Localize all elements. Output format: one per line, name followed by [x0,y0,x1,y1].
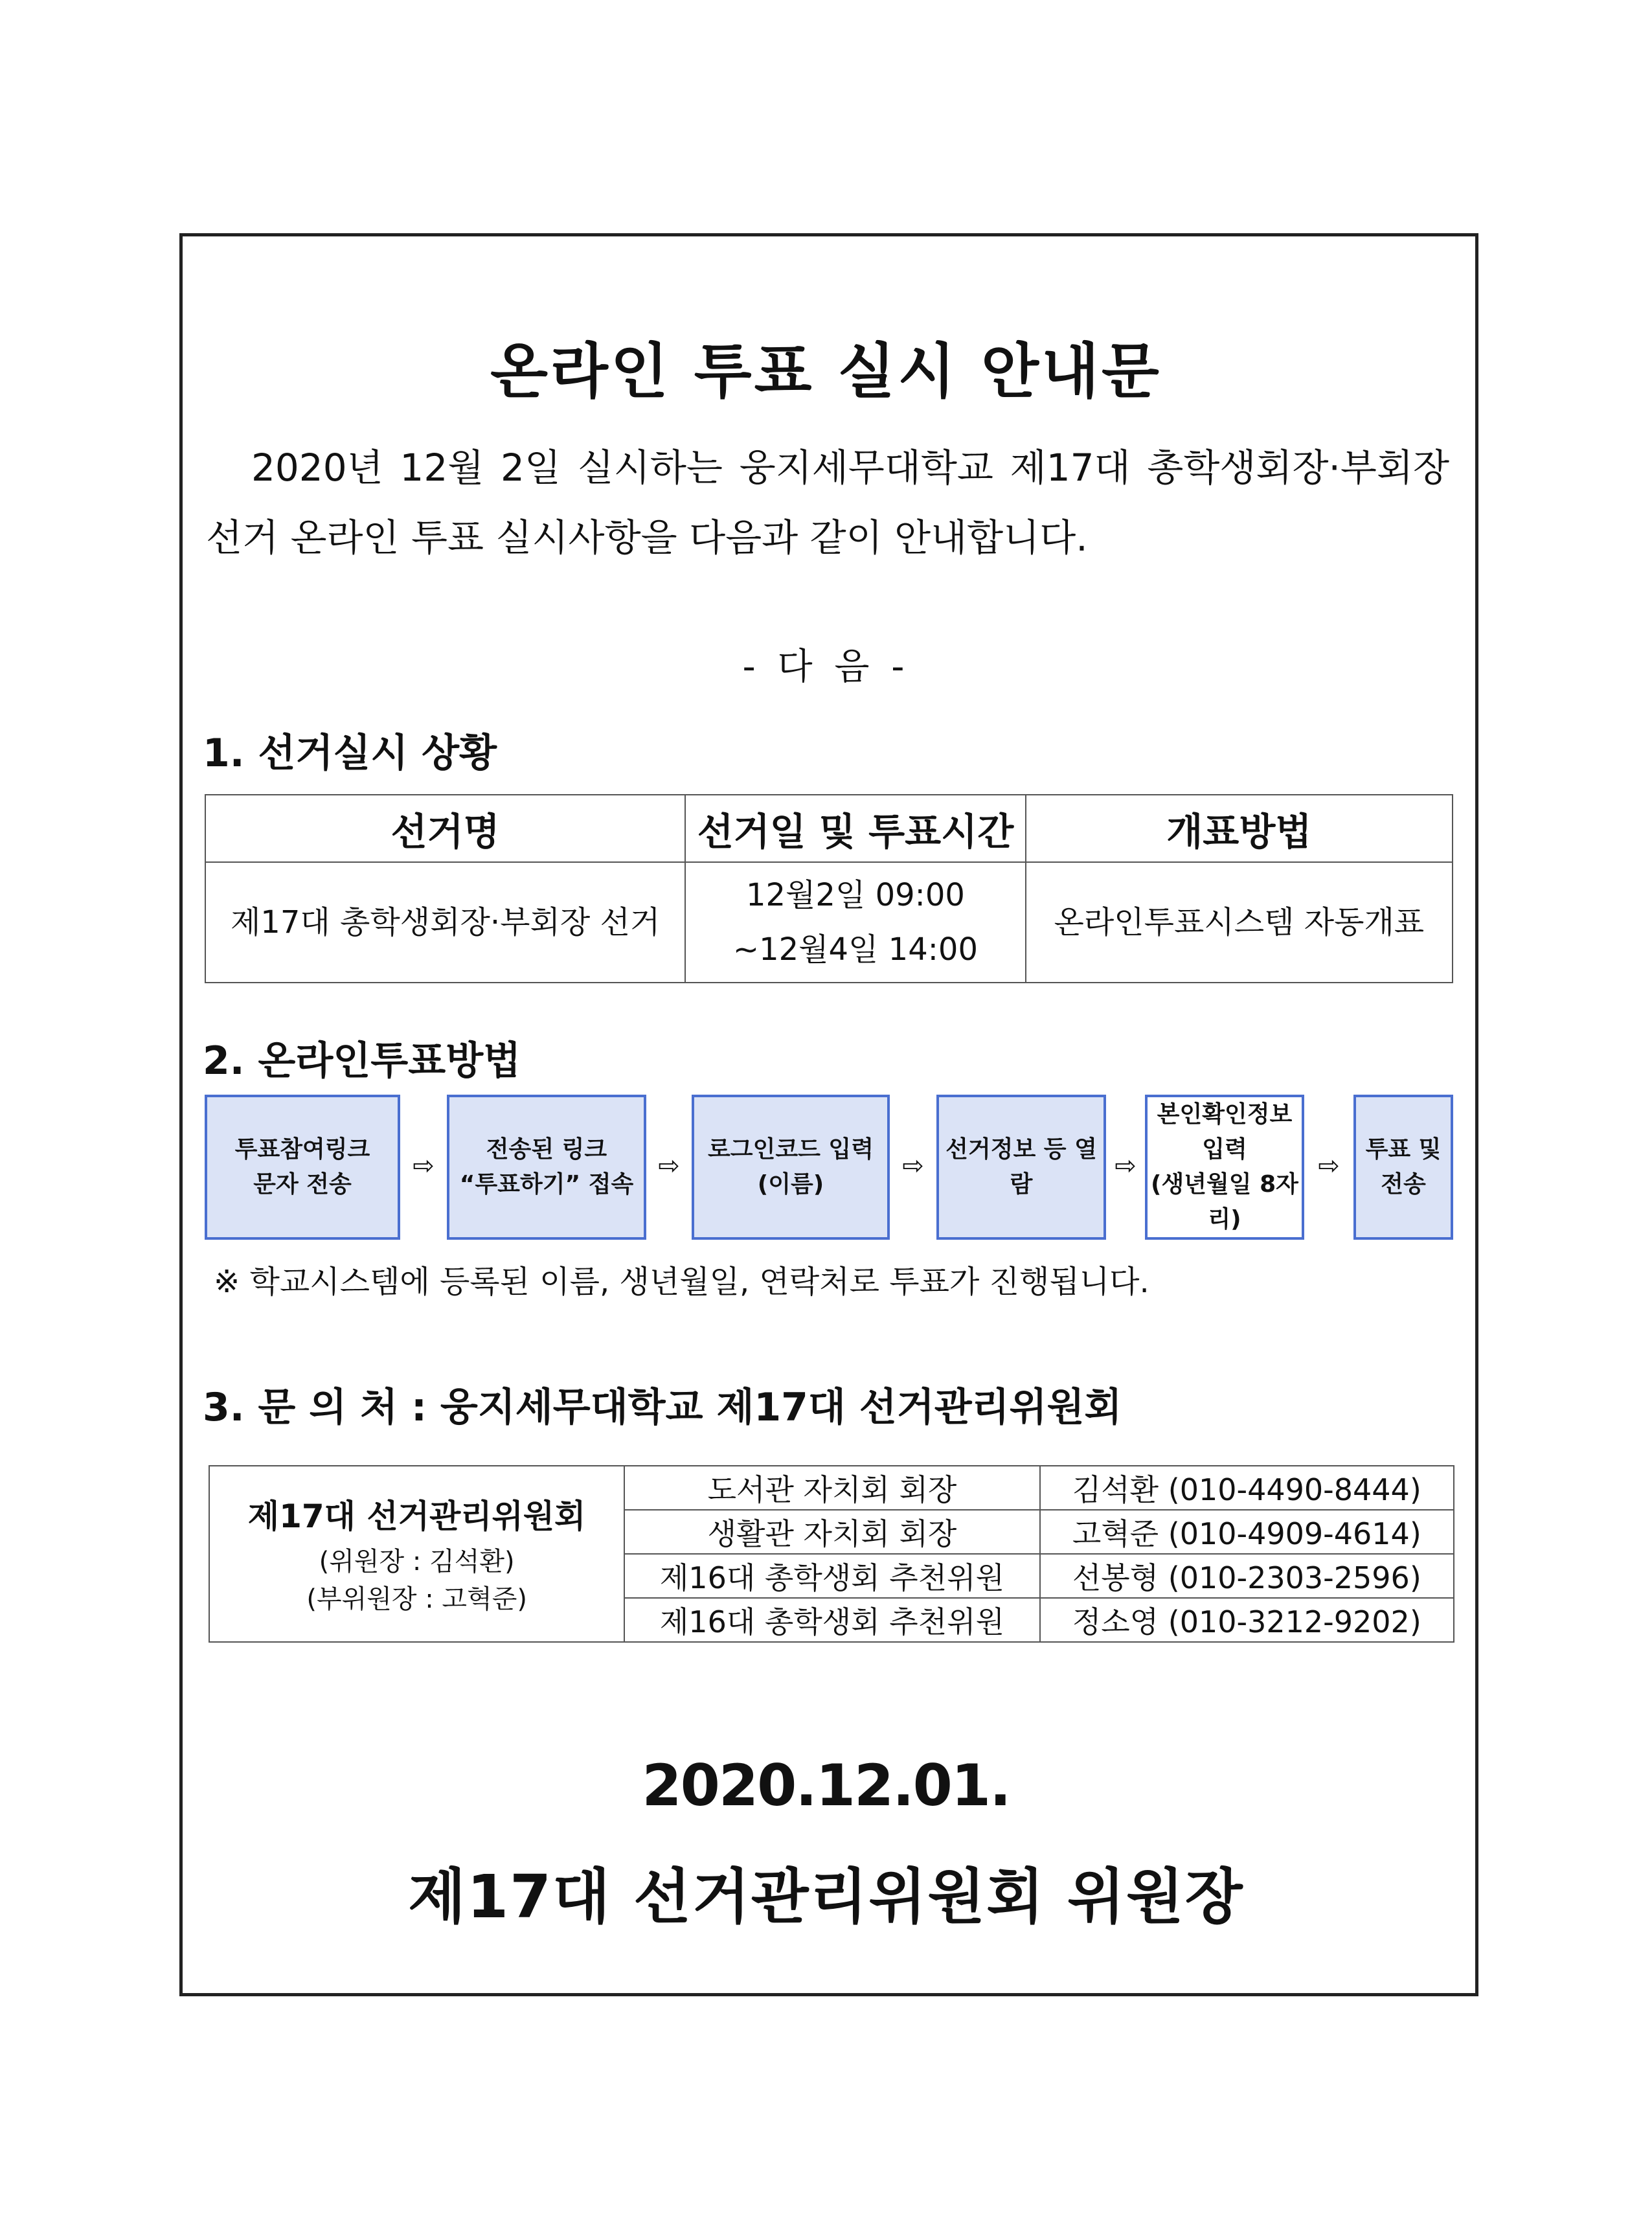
arrow-right-icon: ⇨ [413,1151,435,1181]
committee-cell [209,1466,624,1642]
flow-step-1: 투표참여링크 문자 전송 [205,1095,400,1240]
header-election-time: 선거일 및 투표시간 [685,795,1026,862]
member-role: 생활관 자치회 회장 [624,1510,1039,1554]
table-row [205,862,1453,983]
voting-flow [205,1095,1453,1240]
intro-line-1: 2020년 12월 2일 실시하는 웅지세무대학교 제17대 총학생회장·부회장 [251,446,1449,490]
member-contact: 선봉형 (010-2303-2596) [1040,1554,1454,1598]
committee-table [209,1465,1454,1643]
cell-election-time [685,862,1026,983]
cell-election-name: 제17대 총학생회장·부회장 선거 [205,862,685,983]
table-header-row [205,795,1453,862]
page-title: 온라인 투표 실시 안내문 [490,337,1162,406]
arrow-right-icon: ⇨ [1115,1151,1137,1181]
committee-name: 제17대 선거관리위원회 [247,1498,586,1535]
section2-heading: 2. 온라인투표방법 [203,1038,521,1084]
arrow-right-icon: ⇨ [658,1151,680,1181]
intro-paragraph [206,433,1449,573]
flow-step-5: 본인확인정보 입력 (생년월일 8자리) [1145,1095,1304,1240]
voting-note: ※ 학교시스템에 등록된 이름, 생년월일, 연락처로 투표가 진행됩니다. [214,1264,1149,1300]
flow-step-6: 투표 및 전송 [1353,1095,1453,1240]
member-role: 제16대 총학생회 추천위원 [624,1554,1039,1598]
flow-step-4: 선거정보 등 열람 [936,1095,1106,1240]
member-contact: 고혁준 (010-4909-4614) [1040,1510,1454,1554]
member-role: 도서관 자치회 회장 [624,1466,1039,1510]
header-count-method: 개표방법 [1026,795,1453,862]
committee-chair: (위원장 : 김석환) [319,1547,515,1577]
section3-heading: 3. 문 의 처 : 웅지세무대학교 제17대 선거관리위원회 [203,1385,1122,1430]
daum-heading: - 다 음 - [742,646,910,688]
cell-count-method: 온라인투표시스템 자동개표 [1026,862,1453,983]
arrow-right-icon: ⇨ [1318,1151,1340,1181]
document-date: 2020.12.01. [642,1752,1010,1819]
header-election-name: 선거명 [205,795,685,862]
signature: 제17대 선거관리위원회 위원장 [408,1862,1244,1932]
arrow-right-icon: ⇨ [902,1151,924,1181]
table-row [209,1466,1454,1510]
flow-step-2: 전송된 링크 “투표하기” 접속 [447,1095,646,1240]
member-role: 제16대 총학생회 추천위원 [624,1598,1039,1642]
election-table [205,794,1453,983]
member-contact: 김석환 (010-4490-8444) [1040,1466,1454,1510]
intro-line-2: 선거 온라인 투표 실시사항을 다음과 같이 안내합니다. [206,516,1088,560]
flow-step-3: 로그인코드 입력 (이름) [692,1095,890,1240]
time-start: 12월2일 09:00 [745,877,965,913]
section1-heading: 1. 선거실시 상황 [203,731,497,776]
time-end: ~12월4일 14:00 [732,931,979,968]
member-contact: 정소영 (010-3212-9202) [1040,1598,1454,1642]
committee-vice-chair: (부위원장 : 고혁준) [306,1584,527,1614]
